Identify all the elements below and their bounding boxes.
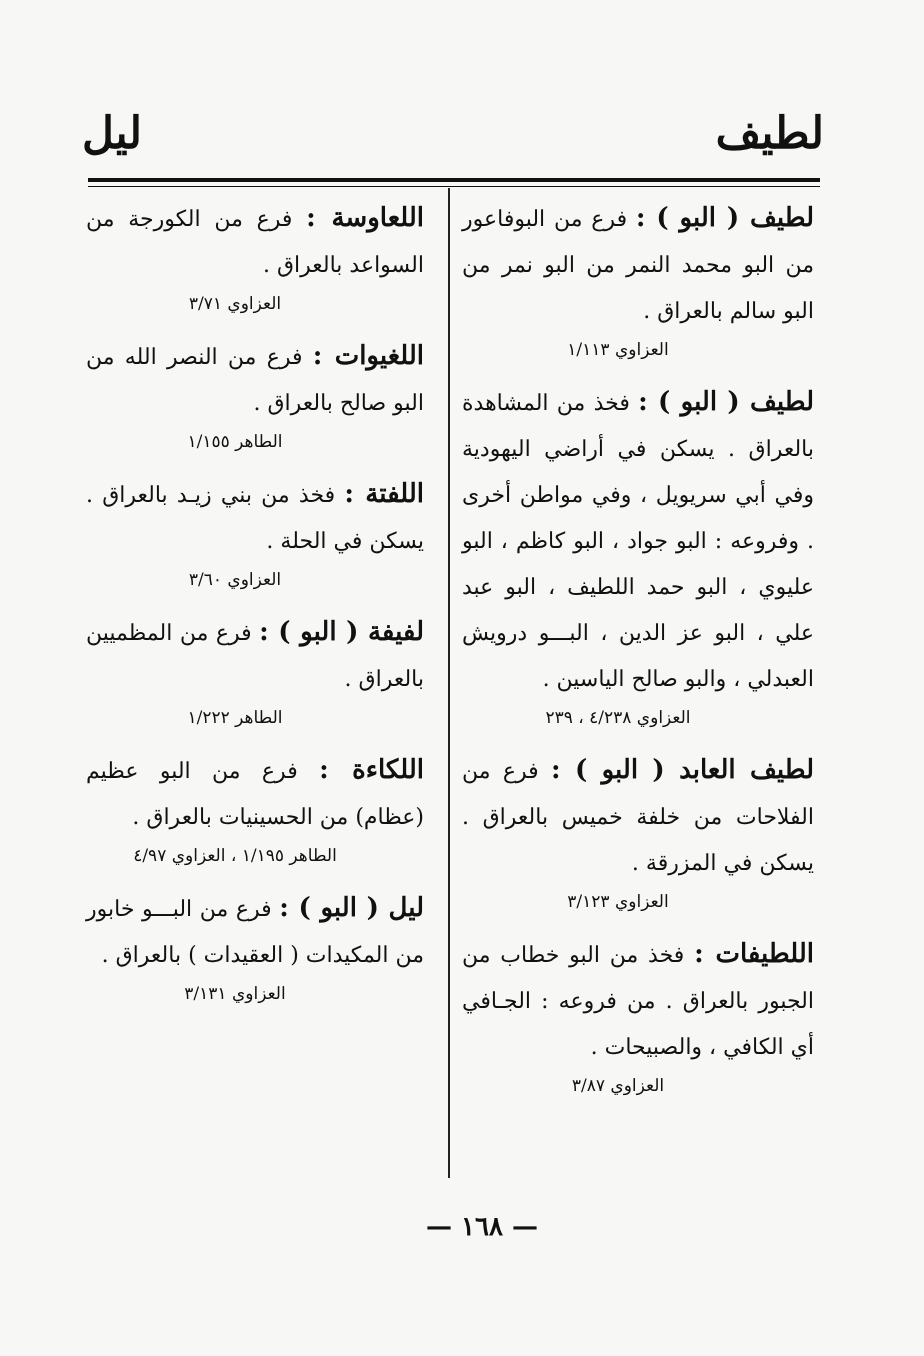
entry	[462, 379, 814, 733]
entry-source: العزاوي ٣/٦٠	[188, 570, 282, 590]
entry-text	[462, 931, 814, 1071]
entry-term: اللغيوات :	[312, 341, 424, 371]
entry-term: اللفتة :	[344, 479, 424, 509]
entry-text	[86, 609, 424, 703]
entry-source: الطاهر ١/١٩٥ ، العزاوي ٤/٩٧	[133, 846, 337, 866]
entry-source: الطاهر ١/١٥٥	[187, 432, 283, 452]
entry	[462, 195, 814, 365]
entry-term: لطيف ( البو ) :	[635, 203, 815, 233]
entry-definition: فخذ من بني زيـد بالعراق . يسكن في الحلة .	[86, 483, 424, 554]
entry	[86, 609, 424, 733]
page-number: — ١٦٨ —	[425, 1212, 539, 1242]
entry-term: لطيف العابد ( البو ) :	[550, 755, 814, 785]
entry-source: العزاوي ٣/١٣١	[184, 984, 286, 1004]
entry-text	[462, 195, 814, 335]
entry-term: اللكاءة :	[319, 755, 425, 785]
entry-definition: فخذ من المشاهدة بالعراق . يسكن في أراضي اليهودية وفي أبي سريويل ، وفي مواطن أخرى . وفروعه : البو جواد ، البو كاظم ، البو عليوي ، البو حمد اللطيف ، البو عبد علي ، البو عز الدين ، البـــو درويش العبدلي ، والبو صالح الياسين .	[462, 391, 814, 692]
entry-definition: فرع من الفلاحات من خلفة خميس بالعراق . يسكن في المزرقة .	[462, 759, 814, 876]
column-divider	[448, 188, 450, 1178]
entry-source: العزاوي ٣/٧١	[188, 294, 282, 314]
entry-text	[86, 471, 424, 565]
entry-text	[86, 333, 424, 427]
entry-source: العزاوي ٣/٨٧	[571, 1076, 665, 1096]
entry-definition: فرع من البـــو خابور من المكيدات ( العقيدات ) بالعراق .	[86, 897, 424, 968]
header-rule-thick	[88, 178, 820, 182]
entry-definition: فخذ من البو خطاب من الجبور بالعراق . من فروعه : الجـافي أي الكافي ، والصبيحات .	[462, 943, 814, 1060]
entry	[86, 333, 424, 457]
left-column	[86, 195, 424, 1023]
entry-definition: فرع من الكورجة من السواعد بالعراق .	[86, 207, 424, 278]
entry	[86, 885, 424, 1009]
entry-definition: فرع من المظميين بالعراق .	[86, 621, 424, 692]
entry-term: ليل ( البو ) :	[279, 893, 424, 923]
entry-definition: فرع من النصر الله من البو صالح بالعراق .	[86, 345, 424, 416]
entry-text	[86, 885, 424, 979]
entry-source: العزاوي ١/١١٣	[567, 340, 669, 360]
entry	[462, 747, 814, 917]
entry-text	[86, 747, 424, 841]
entry	[86, 471, 424, 595]
entry-term: لفيفة ( البو ) :	[259, 617, 425, 647]
entry-source: العزاوي ٣/١٢٣	[567, 892, 669, 912]
entry-definition: فرع من البو عظيم (عظام) من الحسينيات بالعراق .	[86, 759, 424, 830]
entry-term: لطيف ( البو ) :	[638, 387, 814, 417]
entry-definition: فرع من البوفاعور من البو محمد النمر من البو نمر من البو سالم بالعراق .	[462, 207, 814, 324]
entry-term: اللعاوسة :	[306, 203, 424, 233]
entry-source: الطاهر ١/٢٢٢	[187, 708, 283, 728]
entry-text	[462, 379, 814, 703]
entry	[86, 747, 424, 871]
entry	[462, 931, 814, 1101]
header-left-word: ليل	[82, 108, 143, 159]
entry-text	[462, 747, 814, 887]
entry	[86, 195, 424, 319]
entry-source: العزاوي ٤/٢٣٨ ، ٢٣٩	[545, 708, 691, 728]
header-right-word: لطيف	[715, 108, 824, 159]
entry-text	[86, 195, 424, 289]
right-column	[462, 195, 814, 1115]
entry-term: اللطيفات :	[694, 939, 814, 969]
header-rule-thin	[88, 186, 820, 187]
